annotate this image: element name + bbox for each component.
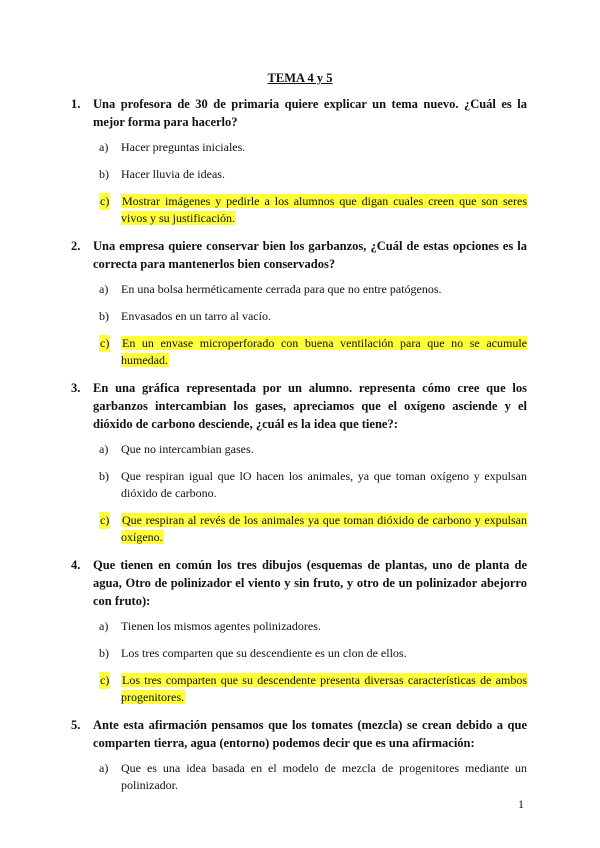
option-list xyxy=(93,139,527,227)
question-number: 1. xyxy=(71,97,81,111)
option-letter: c) xyxy=(100,513,110,527)
option-letter: c) xyxy=(100,336,110,350)
question-2 xyxy=(71,237,527,369)
option-text: Envasados en un tarro al vacío. xyxy=(121,309,271,323)
option-text: Que no intercambian gases. xyxy=(121,442,254,456)
option-c-highlighted xyxy=(100,672,527,706)
option-text: Hacer preguntas iniciales. xyxy=(121,140,246,154)
option-text: Que respiran al revés de los animales ya que toman dióxido de carbono y expulsan oxígeno. xyxy=(121,513,527,544)
option-text: En una bolsa herméticamente cerrada para que no entre patógenos. xyxy=(121,282,442,296)
option-text: Que respiran igual que lO hacen los animales, ya que toman oxígeno y expulsan dióxido de carbono. xyxy=(121,469,527,500)
option-letter: b) xyxy=(99,469,109,483)
option-a xyxy=(99,441,527,458)
option-letter: b) xyxy=(99,646,109,660)
option-a xyxy=(99,618,527,635)
question-5 xyxy=(71,716,527,794)
question-number: 4. xyxy=(71,558,81,572)
option-letter: a) xyxy=(99,282,109,296)
option-a xyxy=(99,760,527,794)
option-letter: a) xyxy=(99,140,109,154)
option-text: Que es una idea basada en el modelo de mezcla de progenitores mediante un polinizador. xyxy=(121,761,527,792)
question-text: Una empresa quiere conservar bien los garbanzos, ¿Cuál de estas opciones es la correcta para mantenerlos bien conservados? xyxy=(93,239,527,271)
option-a xyxy=(99,281,527,298)
option-text: Tienen los mismos agentes polinizadores. xyxy=(121,619,321,633)
question-text: Una profesora de 30 de primaria quiere explicar un tema nuevo. ¿Cuál es la mejor forma para hacerlo? xyxy=(93,97,527,129)
question-list xyxy=(71,95,527,804)
option-list xyxy=(93,618,527,706)
option-b xyxy=(99,645,527,662)
question-text: Ante esta afirmación pensamos que los tomates (mezcla) se crean debido a que comparten tierra, agua (entorno) podemos decir que es una afirmación: xyxy=(93,718,527,750)
option-b xyxy=(99,468,527,502)
option-list xyxy=(93,760,527,794)
question-text: Que tienen en común los tres dibujos (esquemas de plantas, uno de planta de agua, Otro de polinizador el viento y sin fruto, y otro de un polinizador abejorro con fruto): xyxy=(93,558,527,608)
option-text: Los tres comparten que su descendente presenta diversas características de ambos progenitores. xyxy=(121,673,527,704)
option-b xyxy=(99,308,527,325)
option-text: Mostrar imágenes y pedirle a los alumnos que digan cuales creen que son seres vivos y su justificación. xyxy=(121,194,527,225)
option-c-highlighted xyxy=(100,512,527,546)
page-number: 1 xyxy=(518,797,524,811)
question-4 xyxy=(71,556,527,706)
option-text: Hacer lluvia de ideas. xyxy=(121,167,225,181)
option-letter: a) xyxy=(99,761,109,775)
page-title: TEMA 4 y 5 xyxy=(267,71,333,85)
question-3 xyxy=(71,379,527,546)
question-number: 5. xyxy=(71,718,81,732)
option-letter: a) xyxy=(99,442,109,456)
question-number: 3. xyxy=(71,381,81,395)
option-letter: a) xyxy=(99,619,109,633)
option-text: Los tres comparten que su descendiente es un clon de ellos. xyxy=(121,646,407,660)
option-a xyxy=(99,139,527,156)
option-letter: b) xyxy=(99,167,109,181)
option-b xyxy=(99,166,527,183)
option-list xyxy=(93,441,527,546)
option-letter: c) xyxy=(100,673,110,687)
question-text: En una gráfica representada por un alumno. representa cómo cree que los garbanzos intercambian los gases, apreciamos que el oxígeno asciende y el dióxido de carbono desciende, ¿cuál es la idea que tiene?: xyxy=(93,381,527,431)
question-1 xyxy=(71,95,527,227)
option-list xyxy=(93,281,527,369)
question-number: 2. xyxy=(71,239,81,253)
option-c-highlighted xyxy=(100,335,527,369)
option-letter: c) xyxy=(100,194,110,208)
option-letter: b) xyxy=(99,309,109,323)
option-text: En un envase microperforado con buena ventilación para que no se acumule humedad. xyxy=(121,336,527,367)
option-c-highlighted xyxy=(100,193,527,227)
